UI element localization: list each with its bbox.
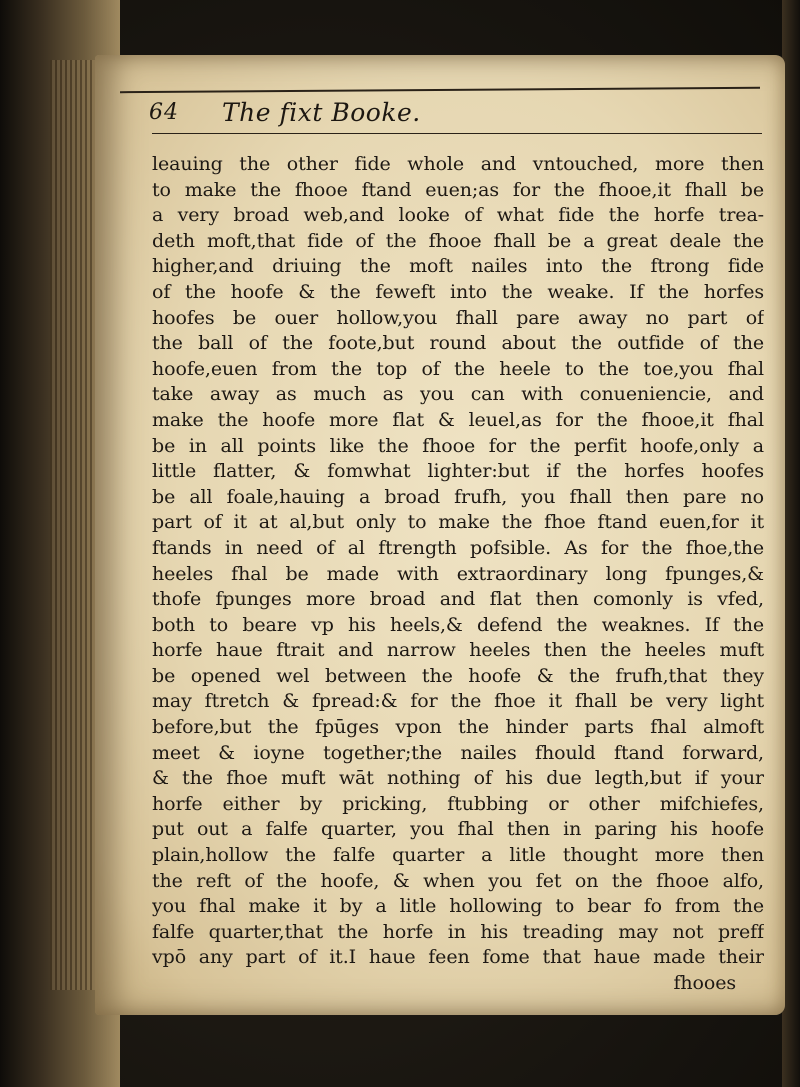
text-line: horfe either by pricking, ftubbing or other mifchiefes, [152, 792, 764, 815]
text-line: ftands in need of al ftrength pofsible. As for the fhoe,the [152, 536, 764, 559]
book-page [95, 55, 785, 1015]
text-line: little flatter, & fomwhat lighter:but if the horfes hoofes [152, 460, 764, 483]
text-line: vpō any part of it.I haue feen fome that haue made their [152, 946, 764, 969]
top-rule [120, 87, 760, 93]
text-line: a very broad web,and looke of what fide the horfe trea- [152, 204, 764, 227]
header-rule [152, 133, 762, 134]
text-line: thofe fpunges more broad and flat then comonly is vfed, [152, 588, 764, 611]
text-line: part of it at al,but only to make the fhoe ftand euen,for it [152, 511, 764, 534]
text-line: make the hoofe more flat & leuel,as for the fhooe,it fhal [152, 408, 764, 431]
text-line: higher,and driuing the moft nailes into the ftrong fide [152, 255, 764, 278]
text-line: heeles fhal be made with extraordinary long fpunges,& [152, 562, 764, 585]
text-line: the ball of the foote,but round about the outfide of the [152, 332, 764, 355]
running-head: The fixt Booke. [222, 98, 421, 127]
page-content [149, 98, 772, 997]
text-line: leauing the other fide whole and vntouched, more then [152, 153, 764, 175]
text-line: both to beare vp his heels,& defend the weaknes. If the [152, 613, 764, 636]
text-line: be all foale,hauing a broad frufh, you fhall then pare no [152, 485, 764, 508]
text-line: you fhal make it by a litle hollowing to bear fo from the [152, 895, 764, 918]
text-line: horfe haue ftrait and narrow heeles then the heeles muft [152, 639, 764, 662]
body-text [152, 152, 772, 997]
text-line: deth moft,that fide of the fhooe fhall be a great deale the [152, 229, 764, 252]
text-line: be opened wel between the hoofe & the frufh,that they [152, 664, 764, 687]
text-line: the reft of the hoofe, & when you fet on the fhooe alfo, [152, 869, 764, 892]
page-number: 64 [149, 100, 179, 125]
text-line: falfe quarter,that the horfe in his treading may not preff [152, 920, 764, 943]
text-line: to make the fhooe ftand euen;as for the fhooe,it fhall be [152, 178, 764, 201]
text-line: of the hoofe & the feweft into the weake. If the horfes [152, 280, 764, 303]
text-line: be in all points like the fhooe for the perfit hoofe,only a [152, 434, 764, 457]
catchword: fhooes [673, 972, 736, 994]
text-line: & the fhoe muft wāt nothing of his due legth,but if your [152, 767, 764, 790]
text-line: hoofe,euen from the top of the heele to the toe,you fhal [152, 357, 764, 380]
text-line: meet & ioyne together;the nailes fhould ftand forward, [152, 741, 764, 764]
text-line: put out a falfe quarter, you fhal then in paring his hoofe [152, 818, 764, 841]
text-line: hoofes be ouer hollow,you fhall pare away no part of [152, 306, 764, 329]
text-line: before,but the fpūges vpon the hinder parts fhal almoft [152, 716, 764, 739]
page-header [149, 98, 772, 148]
text-line: take away as much as you can with conueniencie, and [152, 383, 764, 406]
text-line: plain,hollow the falfe quarter a litle thought more then [152, 844, 764, 867]
text-line: may ftretch & fpread:& for the fhoe it fhall be very light [152, 690, 764, 713]
